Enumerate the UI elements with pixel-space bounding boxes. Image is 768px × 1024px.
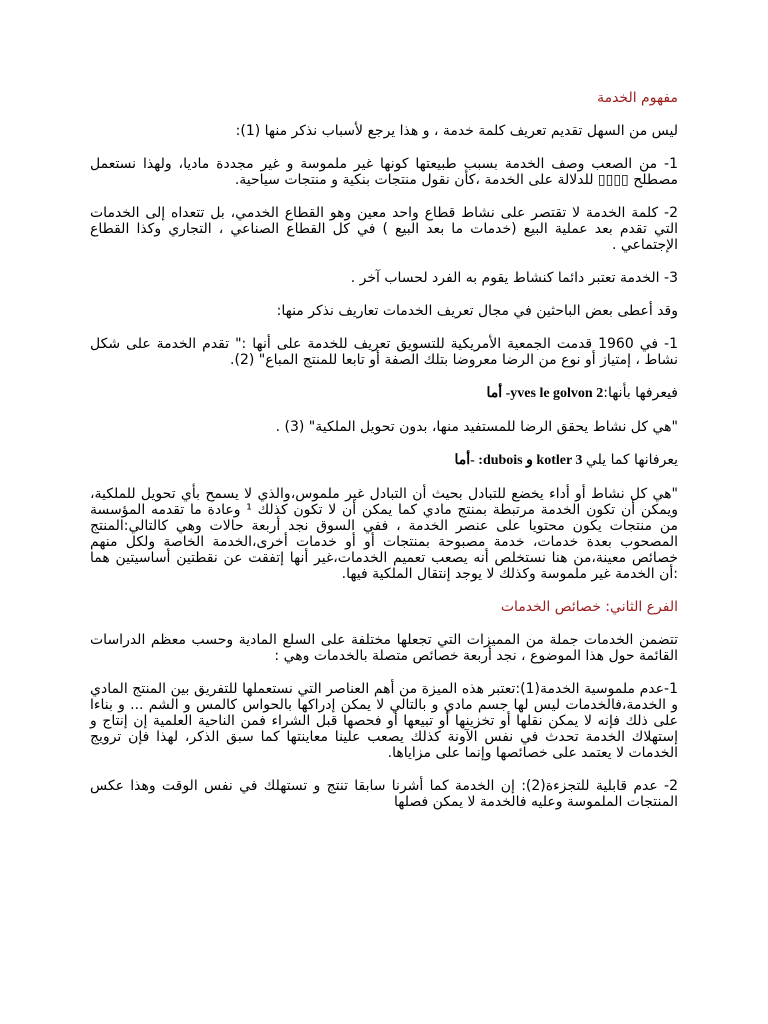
golvon-prefix: فيعرفها بأنها: — [603, 385, 678, 401]
paragraph-characteristics-intro: تتضمن الخدمات جملة من المميزات التي تجعلها مختلفة على السلع المادية وحسب معظم الدراسات القائمة حول هذا الموضوع ، نجد أربعة خصائص متصلة بالخدمات وهي : — [90, 632, 678, 664]
section-2-title: الفرع الثاني: خصائص الخدمات — [500, 599, 678, 615]
kotler-prefix: يعرفانها كما يلي — [585, 452, 678, 468]
paragraph-kotler-heading — [90, 452, 678, 469]
paragraph-reason-3: 3- الخدمة تعتبر دائما كنشاط يقوم به الفرد لحساب آخر . — [350, 270, 678, 286]
golvon-name: yves le golvon 2- أما — [486, 386, 604, 401]
paragraph-reason-2: 2- كلمة الخدمة لا تقتصر على نشاط قطاع واحد معين وهو القطاع الخدمي، بل تتعداه إلى الخدمات التي تقدم بعد عملية البيع (خدمات ما بعد البيع ) في كل القطاع الصناعي ، التجاري وكذا القطاع الإجتماعي . — [90, 205, 678, 253]
kotler-name: kotler 3 و dubois: -أما — [454, 453, 583, 468]
paragraph-golvon-heading — [90, 385, 678, 402]
paragraph-definition-1: 1- في 1960 قدمت الجمعية الأمريكية للتسويق تعريف للخدمة على أنها :" تقدم الخدمة على شكل نشاط ، إمتياز أو نوع من الرضا معروضا بتلك الصفة أو تابعا للمنتج المباع" (2). — [90, 336, 678, 368]
document-title: مفهوم الخدمة — [597, 90, 678, 106]
paragraph-inseparability: 2- عدم قابلية للتجزءة(2): إن الخدمة كما أشرنا سابقا تنتج و تستهلك في نفس الوقت وهذا عكس المنتجات الملموسة وعليه فالخدمة لا يمكن فصلها — [90, 778, 678, 810]
paragraph-kotler-definition: "هي كل نشاط أو أداء يخضع للتبادل بحيث أن التبادل غير ملموس،والذي لا يسمح بأي تحويل للملكية، ويمكن أن تكون الخدمة مرتبطة بمنتج مادي كما يمكن أن لا تكون كذلك ¹ وعادة ما تقدمه المؤسسة من منتجات يكون محتويا على عنصر الخدمة ، ففي السوق نجد أربعة حالات وهي كالتالي:المنتج المصحوب بعدة خدمات، خدمة مصبوحة بمنتجات أو أو خدمات أخرى،الخدمة الخاصة ولكل منهم خصائص معينة،من هنا نستخلص أنه يصعب تعميم الخدمات،غير أنها إتفقت عن نقطتين أساسيتين هما :أن الخدمة غير ملموسة وكذلك لا يوجد إنتقال الملكية فيها. — [90, 486, 678, 582]
paragraph-golvon-definition: "هي كل نشاط يحقق الرضا للمستفيد منها، بدون تحويل الملكية" (3) . — [275, 419, 678, 435]
paragraph-intangibility: 1-عدم ملموسية الخدمة(1):تعتبر هذه الميزة من أهم العناصر التي نستعملها للتفريق بين المنتج المادي و الخدمة،فالخدمات ليس لها جسم مادي و بالتالي لا يمكن إدراكها بالحواس كالمس و الشم ... و بناءا على ذلك فإنه لا يمكن نقلها أو تخزينها أو تبيعها أو فحصها قبل الشراء فمن الناحية العلمية إن إنتاج و إستهلاك الخدمة تحدث في نفس الآونة كذلك يصعب علينا معاينتها كما سبق الذكر، لهذا فإن ترويج الخدمات لا يعتمد على خصائصها وإنما على مزاياها. — [90, 681, 678, 761]
paragraph-definitions-intro: وقد أعطى بعض الباحثين في مجال تعريف الخدمات تعاريف نذكر منها: — [276, 303, 678, 319]
paragraph-reason-1: 1- من الصعب وصف الخدمة بسبب طبيعتها كونها غير ملموسة و غير مجددة ماديا، ولهذا نستعمل مصطلح ▯▯▯▯ للدلالة على الخدمة ،كأن نقول منتجات بنكية و منتجات سياحية. — [90, 156, 678, 188]
paragraph-intro: ليس من السهل تقديم تعريف كلمة خدمة ، و هذا يرجع لأسباب نذكر منها (1): — [235, 123, 678, 139]
